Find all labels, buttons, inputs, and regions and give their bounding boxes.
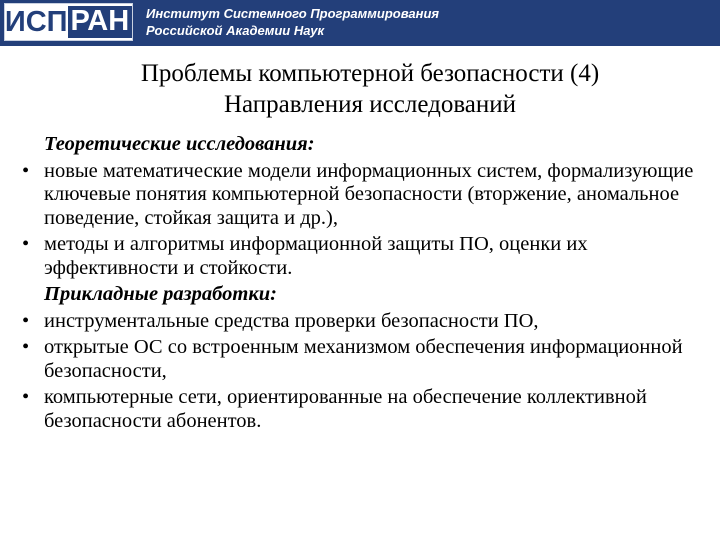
bullet-dot-icon: • (22, 159, 30, 182)
bullet-dot-icon: • (22, 233, 30, 255)
bullet-dot-icon: • (22, 386, 30, 408)
applied-bullet-1-text: инструментальные средства проверки безопасности ПО, (44, 309, 539, 332)
applied-bullet-2 (22, 336, 702, 383)
ispran-logo (4, 3, 133, 41)
slide-title-line2: Направления исследований (223, 91, 517, 118)
institute-name-line1: Институт Системного Программирования (146, 6, 440, 21)
bullet-dot-icon: • (22, 309, 30, 332)
slide-content (22, 133, 702, 436)
applied-bullet-2-text: открытые ОС со встроенным механизмом обеспечения информационной безопасности, (44, 336, 683, 382)
logo-text (5, 6, 132, 38)
institute-name-line2: Российской Академии Наук (146, 23, 325, 38)
bullet-dot-icon: • (22, 336, 30, 358)
institute-name (146, 5, 439, 39)
applied-heading: Прикладные разработки: (44, 283, 277, 305)
theory-bullet-2 (22, 233, 702, 280)
applied-bullet-3-text: компьютерные сети, ориентированные на обеспечение коллективной безопасности абонентов. (44, 386, 647, 432)
logo-part-isp: ИСП (4, 5, 68, 38)
logo-part-ran: РАН (68, 6, 132, 38)
slide-title-line1: Проблемы компьютерной безопасности (4) (140, 60, 600, 87)
theory-bullet-1-text: новые математические модели информационных систем, формализующие ключевые понятия компьютерной безопасности (вторжение, аномальное поведение, стойкая защита и др.), (44, 159, 694, 229)
theory-bullet-2-text: методы и алгоритмы информационной защиты ПО, оценки их эффективности и стойкости. (44, 233, 588, 279)
theory-bullet-1 (22, 160, 702, 231)
header-bar (0, 0, 720, 46)
theory-heading: Теоретические исследования: (44, 133, 315, 155)
applied-bullet-1 (22, 310, 702, 334)
slide-title (60, 58, 680, 120)
applied-bullet-3 (22, 386, 702, 433)
